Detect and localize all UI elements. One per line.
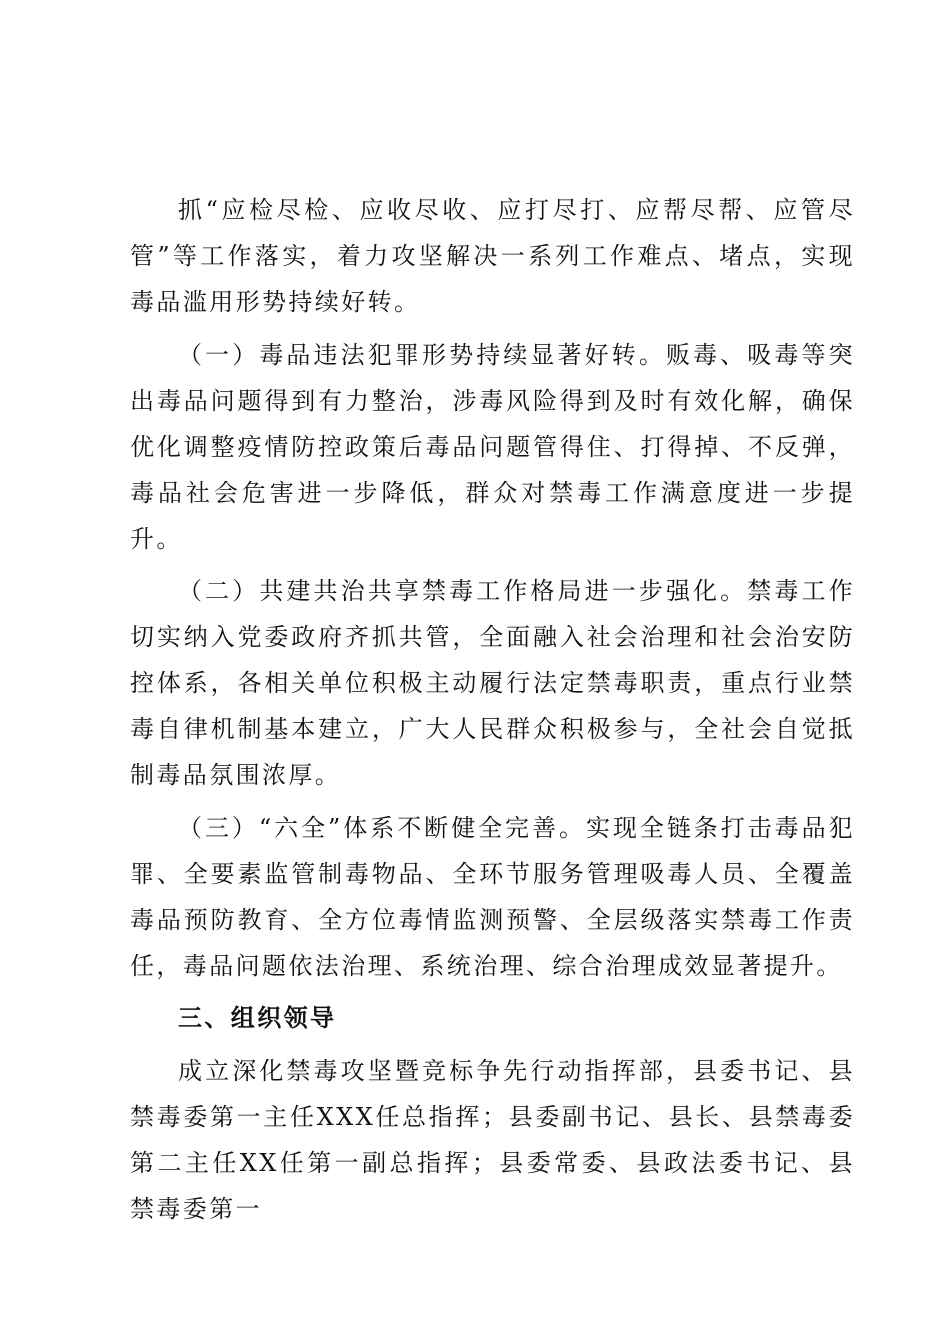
- paragraph-intro-continuation: 抓“应检尽检、应收尽收、应打尽打、应帮尽帮、应管尽管”等工作落实，着力攻坚解决一系列工作难点、堵点，实现毒品滥用形势持续好转。: [130, 196, 855, 316]
- paragraph-goal-two: （二）共建共治共享禁毒工作格局进一步强化。禁毒工作切实纳入党委政府齐抓共管，全面融入社会治理和社会治安防控体系，各相关单位积极主动履行法定禁毒职责，重点行业禁毒自律机制基本建立，广大人民群众积极参与，全社会自觉抵制毒品氛围浓厚。: [130, 577, 855, 789]
- paragraph-goal-three: （三）“六全”体系不断健全完善。实现全链条打击毒品犯罪、全要素监管制毒物品、全环节服务管理吸毒人员、全覆盖毒品预防教育、全方位毒情监测预警、全层级落实禁毒工作责任，毒品问题依法治理、系统治理、综合治理成效显著提升。: [130, 813, 855, 980]
- paragraph-organization: 成立深化禁毒攻坚暨竞标争先行动指挥部，县委书记、县禁毒委第一主任XXX任总指挥；县委副书记、县长、县禁毒委第二主任XX任第一副总指挥；县委常委、县政法委书记、县禁毒委第一: [130, 1056, 855, 1223]
- section-heading-organization: 三、组织领导: [178, 1004, 337, 1032]
- document-body: [130, 187, 855, 1238]
- paragraph-goal-one: （一）毒品违法犯罪形势持续显著好转。贩毒、吸毒等突出毒品问题得到有力整治，涉毒风险得到及时有效化解，确保优化调整疫情防控政策后毒品问题管得住、打得掉、不反弹，毒品社会危害进一步降低，群众对禁毒工作满意度进一步提升。: [130, 340, 855, 553]
